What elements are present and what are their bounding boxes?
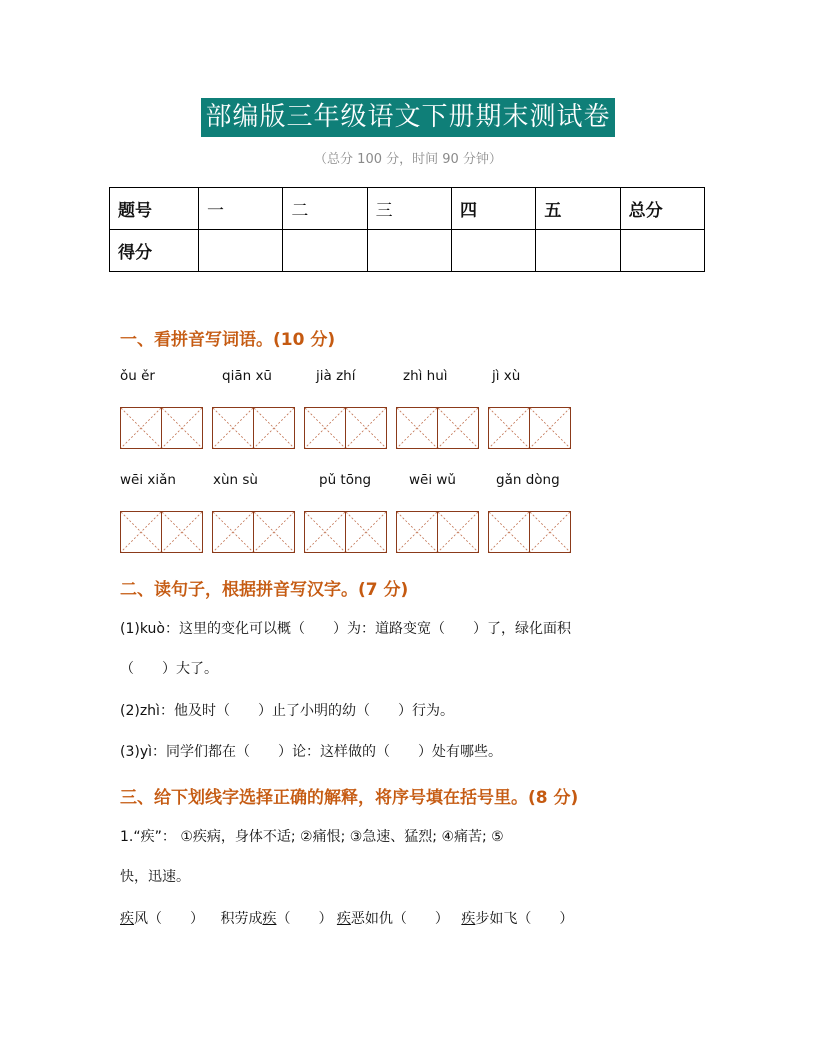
score-table — [109, 187, 705, 272]
underlined-char: 疾 — [461, 911, 476, 927]
question-3-1-continued: 快，迅速。 — [120, 869, 190, 885]
exam-subtitle: （总分 100 分，时间 90 分钟） — [314, 152, 502, 167]
question-2-1-continued: （ ）大了。 — [120, 661, 218, 677]
header-cell: 总分 — [620, 188, 704, 230]
question-2-3: (3)yì：同学们都在（ ）论：这样做的（ ）处有哪些。 — [120, 744, 503, 760]
question-2-1: (1)kuò：这里的变化可以概（ ）为：道路变宽（ ）了，绿化面积 — [120, 621, 571, 637]
word-box[interactable] — [120, 511, 204, 553]
score-cell[interactable] — [199, 230, 283, 272]
answer-item[interactable]: 疾步如飞（ ） — [461, 911, 574, 927]
pinyin: jià zhí — [316, 368, 356, 384]
word-box[interactable] — [396, 407, 480, 449]
pinyin: gǎn dòng — [496, 472, 560, 488]
pinyin: ǒu ěr — [120, 368, 155, 384]
underlined-char: 疾 — [336, 911, 351, 927]
answer-items-row — [120, 908, 573, 928]
pinyin: qiān xū — [222, 368, 272, 384]
header-cell: 四 — [451, 188, 535, 230]
header-cell: 三 — [367, 188, 451, 230]
writing-grid-row-2 — [120, 511, 580, 553]
section-heading-1: 一、看拼音写词语。(10 分) — [120, 330, 336, 350]
score-cell[interactable] — [367, 230, 451, 272]
score-table-header-row — [110, 188, 705, 230]
score-cell[interactable] — [620, 230, 704, 272]
underlined-char: 疾 — [120, 911, 134, 927]
page-title: 部编版三年级语文下册期末测试卷 — [201, 98, 614, 137]
header-cell: 二 — [283, 188, 367, 230]
answer-item[interactable]: 疾恶如仇（ ） — [336, 911, 449, 927]
underlined-char: 疾 — [262, 911, 277, 927]
pinyin: wēi xiǎn — [120, 472, 176, 488]
pinyin: zhì huì — [403, 368, 448, 384]
pinyin: wēi wǔ — [409, 472, 456, 488]
pinyin: pǔ tōng — [319, 472, 372, 488]
word-box[interactable] — [396, 511, 480, 553]
header-cell: 题号 — [110, 188, 199, 230]
section-heading-3: 三、给下划线字选择正确的解释，将序号填在括号里。(8 分) — [120, 788, 579, 808]
word-box[interactable] — [488, 511, 572, 553]
score-cell[interactable] — [451, 230, 535, 272]
question-2-2: (2)zhì：他及时（ ）止了小明的幼（ ）行为。 — [120, 703, 454, 719]
section-heading-2: 二、读句子，根据拼音写汉字。(7 分) — [120, 580, 409, 600]
header-cell: 一 — [199, 188, 283, 230]
score-table-score-row — [110, 230, 705, 272]
word-box[interactable] — [212, 407, 296, 449]
row-label: 得分 — [110, 230, 199, 272]
answer-item[interactable]: 积劳成疾（ ） — [220, 911, 333, 927]
word-box[interactable] — [304, 407, 388, 449]
word-box[interactable] — [304, 511, 388, 553]
question-3-1: 1.“疾”： ①疾病，身体不适; ②痛恨; ③急速、猛烈; ④痛苦; ⑤ — [120, 829, 504, 845]
score-cell[interactable] — [536, 230, 620, 272]
answer-item[interactable]: 疾风（ ） — [120, 911, 204, 927]
word-box[interactable] — [120, 407, 204, 449]
pinyin: jì xù — [492, 368, 521, 384]
word-box[interactable] — [488, 407, 572, 449]
word-box[interactable] — [212, 511, 296, 553]
score-cell[interactable] — [283, 230, 367, 272]
writing-grid-row-1 — [120, 407, 580, 449]
pinyin: xùn sù — [213, 472, 258, 488]
header-cell: 五 — [536, 188, 620, 230]
